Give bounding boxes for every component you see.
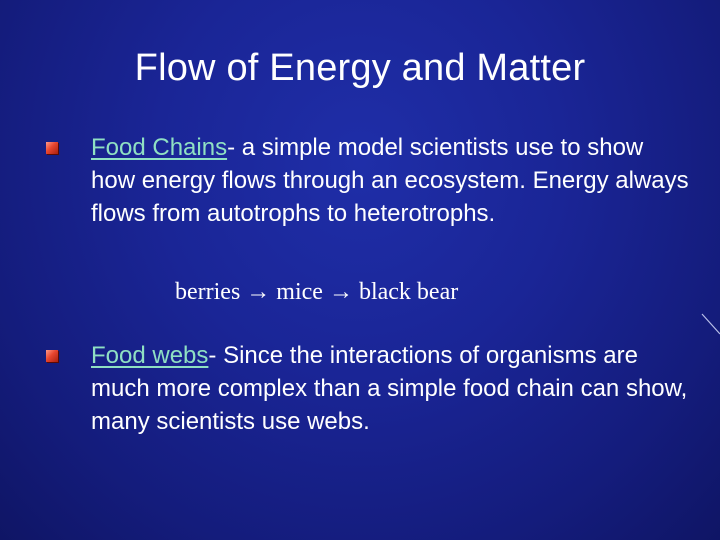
food-webs-description: - Since the interactions of organisms are much more complex than a simple food chain can show, many scientists use webs.	[91, 342, 688, 435]
food-webs-link[interactable]: Food webs	[91, 342, 209, 369]
food-chains-link[interactable]: Food Chains	[91, 134, 228, 161]
bullet-square-icon	[46, 142, 58, 154]
food-chain-example: berries → mice → black bear	[175, 279, 459, 305]
bullet-food-chains	[91, 131, 691, 230]
decorative-line	[700, 312, 720, 340]
bullet-square-icon	[46, 350, 58, 362]
slide-title: Flow of Energy and Matter	[134, 47, 586, 89]
bullet-food-webs	[91, 339, 691, 438]
food-chains-description: - a simple model scientists use to show how energy flows through an ecosystem. Energy always flows from autotrophs to heterotrophs.	[91, 134, 689, 227]
